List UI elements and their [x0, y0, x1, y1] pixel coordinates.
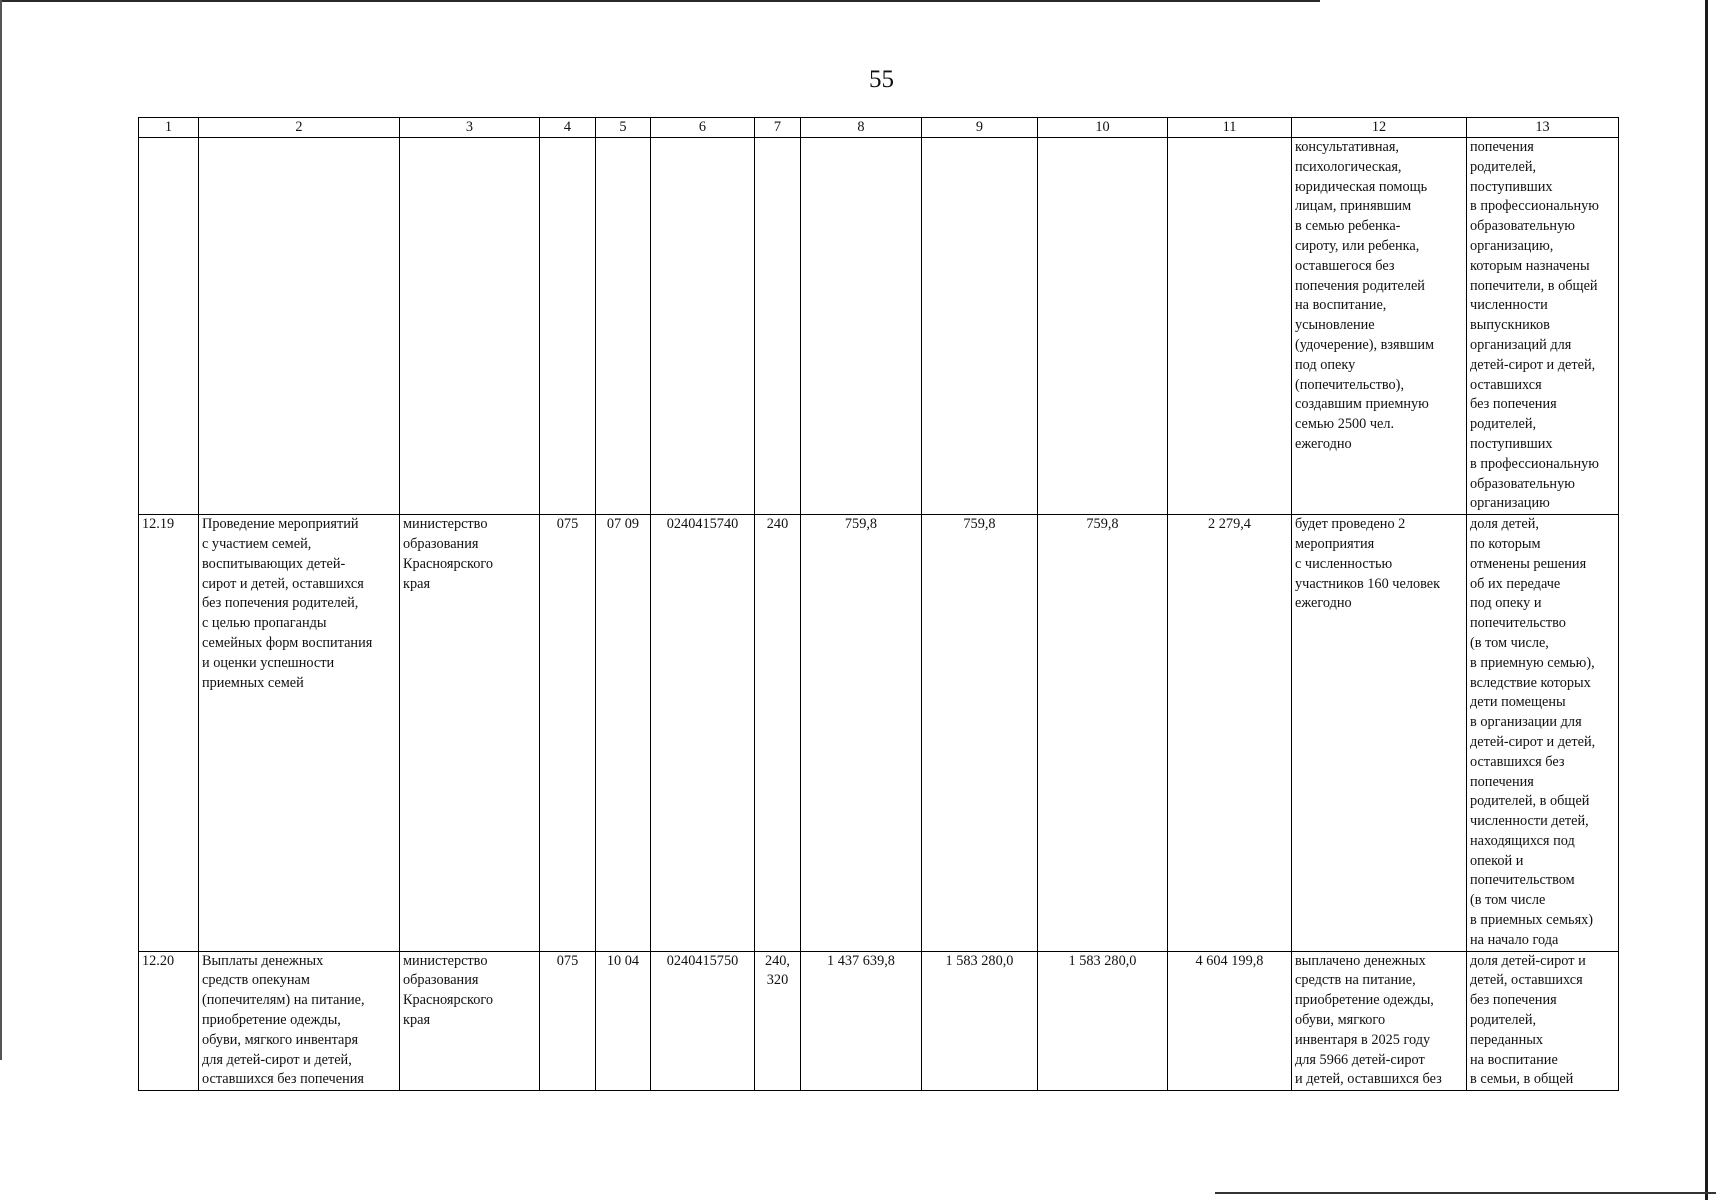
amount-cell: 1 583 280,0	[1038, 951, 1168, 1091]
column-header: 2	[199, 118, 400, 138]
executor-cell: министерство образования Красноярского края	[400, 515, 540, 952]
grbs-code-cell	[540, 138, 596, 515]
amount-cell	[801, 138, 922, 515]
column-number-row	[139, 118, 1619, 138]
expense-type-cell	[755, 138, 801, 515]
scan-border-left	[0, 0, 2, 1060]
scan-border-bottom	[1215, 1192, 1716, 1194]
amount-cell: 1 583 280,0	[922, 951, 1038, 1091]
table-row	[139, 138, 1619, 515]
expense-type-cell: 240	[755, 515, 801, 952]
indicator-cell: доля детей, по которым отменены решения об их передаче под опеку и попечительство (в том числе, в приемную семью), вследствие которых дети помещены в организации для детей-сирот и детей, оставшихся без попечения родителей, в общей численности детей, находящихся под опекой и попечительством (в том числе в приемных семьях) на начало года	[1467, 515, 1619, 952]
column-header: 8	[801, 118, 922, 138]
table-row	[139, 515, 1619, 952]
target-article-cell: 0240415740	[651, 515, 755, 952]
column-header: 1	[139, 118, 199, 138]
expected-result-cell: будет проведено 2 мероприятия с численностью участников 160 человек ежегодно	[1292, 515, 1467, 952]
amount-cell: 759,8	[801, 515, 922, 952]
grbs-code-cell: 075	[540, 515, 596, 952]
section-code-cell: 07 09	[596, 515, 651, 952]
amount-total-cell	[1168, 138, 1292, 515]
column-header: 10	[1038, 118, 1168, 138]
expected-result-cell: выплачено денежных средств на питание, приобретение одежды, обуви, мягкого инвентаря в 2025 году для 5966 детей-сирот и детей, оставшихся без	[1292, 951, 1467, 1091]
measure-name-cell: Проведение мероприятий с участием семей, воспитывающих детей- сирот и детей, оставшихся без попечения родителей, с целью пропаганды семейных форм воспитания и оценки успешности приемных семей	[199, 515, 400, 952]
column-header: 9	[922, 118, 1038, 138]
amount-cell: 1 437 639,8	[801, 951, 922, 1091]
executor-cell: министерство образования Красноярского края	[400, 951, 540, 1091]
row-number-cell	[139, 138, 199, 515]
column-header: 11	[1168, 118, 1292, 138]
table-row	[139, 951, 1619, 1091]
target-article-cell	[651, 138, 755, 515]
row-number-cell: 12.20	[139, 951, 199, 1091]
amount-total-cell: 2 279,4	[1168, 515, 1292, 952]
column-header: 12	[1292, 118, 1467, 138]
row-number-cell: 12.19	[139, 515, 199, 952]
indicator-cell: попечения родителей, поступивших в профессиональную образовательную организацию, которым назначены попечители, в общей численности выпускников организаций для детей-сирот и детей, оставшихся без попечения родителей, поступивших в профессиональную образовательную организацию	[1467, 138, 1619, 515]
scan-border-right	[1705, 0, 1708, 1200]
column-header: 6	[651, 118, 755, 138]
amount-cell: 759,8	[922, 515, 1038, 952]
grbs-code-cell: 075	[540, 951, 596, 1091]
expense-type-cell: 240, 320	[755, 951, 801, 1091]
scan-border-top	[0, 0, 1320, 2]
target-article-cell: 0240415750	[651, 951, 755, 1091]
section-code-cell: 10 04	[596, 951, 651, 1091]
indicator-cell: доля детей-сирот и детей, оставшихся без попечения родителей, переданных на воспитание в семьи, в общей	[1467, 951, 1619, 1091]
executor-cell	[400, 138, 540, 515]
section-code-cell	[596, 138, 651, 515]
column-header: 4	[540, 118, 596, 138]
page-number: 55	[869, 66, 894, 93]
column-header: 13	[1467, 118, 1619, 138]
amount-cell: 759,8	[1038, 515, 1168, 952]
amount-cell	[922, 138, 1038, 515]
amount-total-cell: 4 604 199,8	[1168, 951, 1292, 1091]
column-header: 3	[400, 118, 540, 138]
measure-name-cell	[199, 138, 400, 515]
column-header: 5	[596, 118, 651, 138]
column-header: 7	[755, 118, 801, 138]
amount-cell	[1038, 138, 1168, 515]
program-measures-table	[138, 117, 1619, 1091]
measure-name-cell: Выплаты денежных средств опекунам (попечителям) на питание, приобретение одежды, обуви, мягкого инвентаря для детей-сирот и детей, оставшихся без попечения	[199, 951, 400, 1091]
expected-result-cell: консультативная, психологическая, юридическая помощь лицам, принявшим в семью ребенка- сироту, или ребенка, оставшегося без попечения родителей на воспитание, усыновление (удочерение), взявшим под опеку (попечительство), создавшим приемную семью 2500 чел. ежегодно	[1292, 138, 1467, 515]
